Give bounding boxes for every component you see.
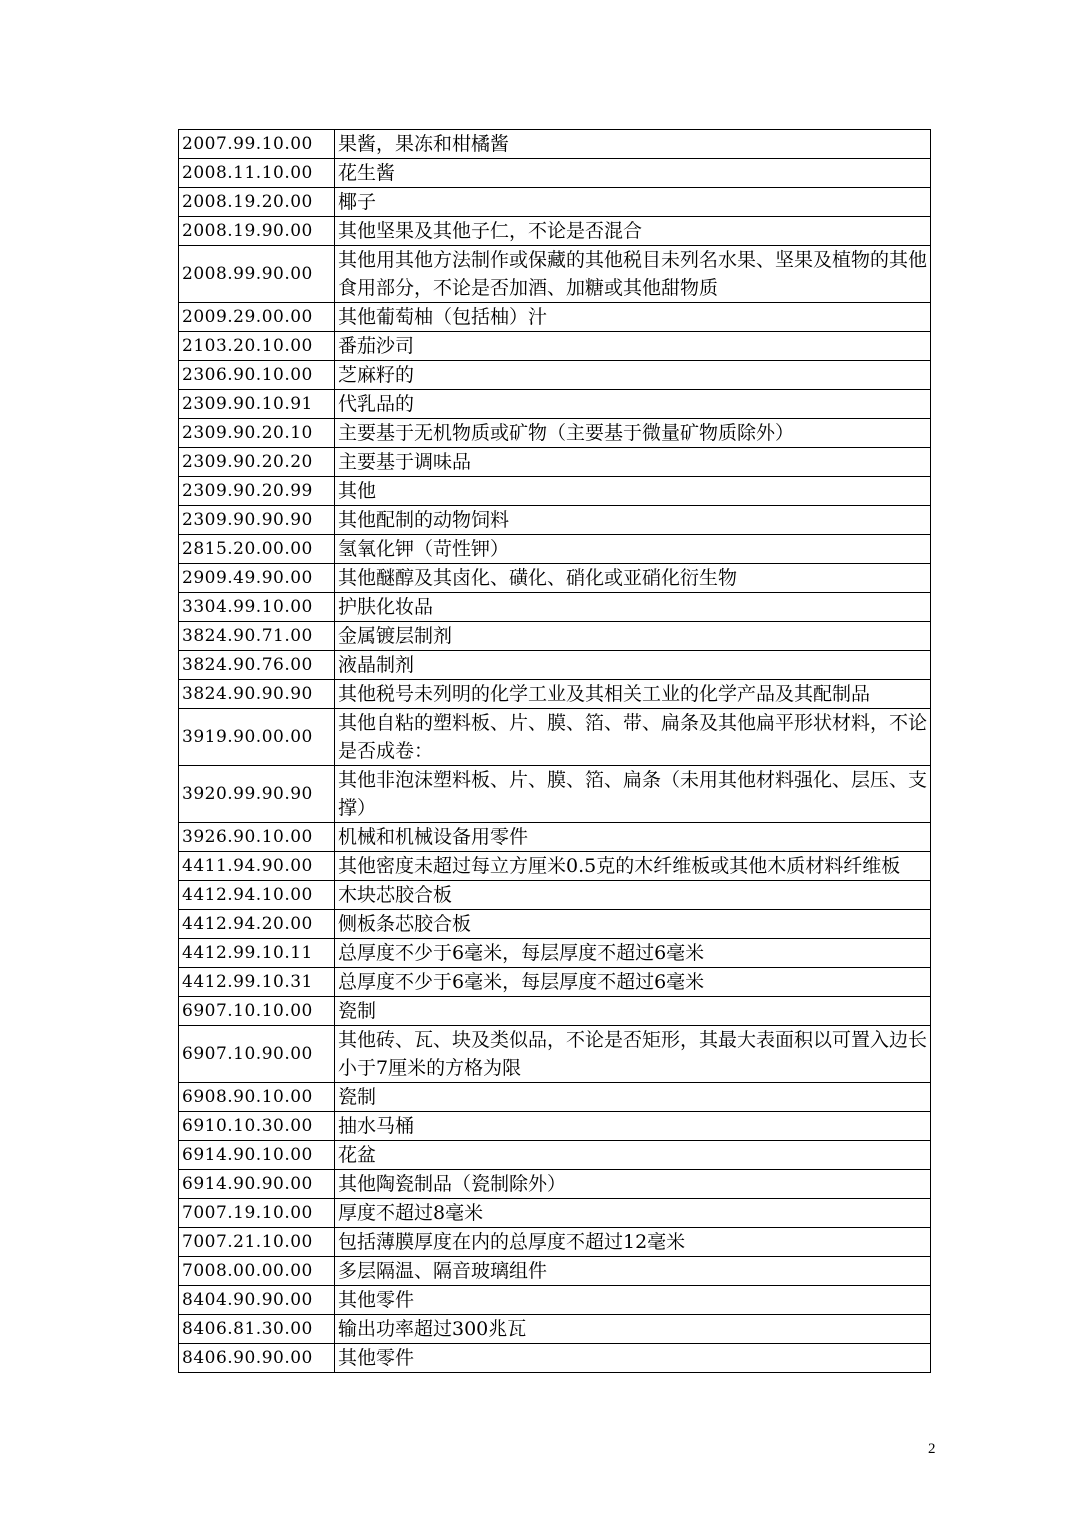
table-row xyxy=(179,823,931,852)
tariff-code-cell: 2008.99.90.00 xyxy=(179,246,335,303)
table-row xyxy=(179,622,931,651)
table-row xyxy=(179,968,931,997)
description-cell: 输出功率超过300兆瓦 xyxy=(335,1315,931,1344)
table-row xyxy=(179,130,931,159)
tariff-code-cell: 2306.90.10.00 xyxy=(179,361,335,390)
description-cell: 芝麻籽的 xyxy=(335,361,931,390)
description-cell: 其他配制的动物饲料 xyxy=(335,506,931,535)
tariff-code-cell: 4412.94.20.00 xyxy=(179,910,335,939)
tariff-code-cell: 2309.90.20.10 xyxy=(179,419,335,448)
description-cell: 总厚度不少于6毫米，每层厚度不超过6毫米 xyxy=(335,939,931,968)
tariff-code-cell: 4411.94.90.00 xyxy=(179,852,335,881)
description-cell: 瓷制 xyxy=(335,1083,931,1112)
description-cell: 其他用其他方法制作或保藏的其他税目未列名水果、坚果及植物的其他食用部分，不论是否加酒、加糖或其他甜物质 xyxy=(335,246,931,303)
tariff-code-cell: 2309.90.20.20 xyxy=(179,448,335,477)
table-row xyxy=(179,939,931,968)
table-row xyxy=(179,1083,931,1112)
tariff-code-cell: 4412.94.10.00 xyxy=(179,881,335,910)
table-row xyxy=(179,188,931,217)
tariff-code-cell: 2909.49.90.00 xyxy=(179,564,335,593)
tariff-code-cell: 3824.90.90.90 xyxy=(179,680,335,709)
tariff-code-cell: 4412.99.10.31 xyxy=(179,968,335,997)
table-row xyxy=(179,1112,931,1141)
table-row xyxy=(179,1315,931,1344)
table-row xyxy=(179,477,931,506)
table-row xyxy=(179,680,931,709)
tariff-code-cell: 2309.90.20.99 xyxy=(179,477,335,506)
table-row xyxy=(179,1286,931,1315)
table-row xyxy=(179,564,931,593)
tariff-code-cell: 7008.00.00.00 xyxy=(179,1257,335,1286)
description-cell: 其他坚果及其他子仁，不论是否混合 xyxy=(335,217,931,246)
tariff-code-cell: 3926.90.10.00 xyxy=(179,823,335,852)
description-cell: 果酱，果冻和柑橘酱 xyxy=(335,130,931,159)
description-cell: 其他醚醇及其卤化、磺化、硝化或亚硝化衍生物 xyxy=(335,564,931,593)
description-cell: 其他非泡沫塑料板、片、膜、箔、扁条（未用其他材料强化、层压、支撑） xyxy=(335,766,931,823)
tariff-code-cell: 6907.10.10.00 xyxy=(179,997,335,1026)
table-row xyxy=(179,881,931,910)
tariff-code-cell: 3920.99.90.90 xyxy=(179,766,335,823)
description-cell: 其他 xyxy=(335,477,931,506)
tariff-table xyxy=(178,129,931,1373)
description-cell: 厚度不超过8毫米 xyxy=(335,1199,931,1228)
table-row xyxy=(179,506,931,535)
table-row xyxy=(179,159,931,188)
table-row xyxy=(179,303,931,332)
tariff-code-cell: 6908.90.10.00 xyxy=(179,1083,335,1112)
description-cell: 氢氧化钾（苛性钾） xyxy=(335,535,931,564)
table-row xyxy=(179,390,931,419)
table-row xyxy=(179,593,931,622)
table-row xyxy=(179,651,931,680)
description-cell: 木块芯胶合板 xyxy=(335,881,931,910)
tariff-code-cell: 3824.90.71.00 xyxy=(179,622,335,651)
table-row xyxy=(179,1026,931,1083)
description-cell: 主要基于调味品 xyxy=(335,448,931,477)
description-cell: 其他葡萄柚（包括柚）汁 xyxy=(335,303,931,332)
description-cell: 花生酱 xyxy=(335,159,931,188)
table-row xyxy=(179,1344,931,1373)
tariff-code-cell: 8406.90.90.00 xyxy=(179,1344,335,1373)
description-cell: 包括薄膜厚度在内的总厚度不超过12毫米 xyxy=(335,1228,931,1257)
table-row xyxy=(179,852,931,881)
description-cell: 总厚度不少于6毫米，每层厚度不超过6毫米 xyxy=(335,968,931,997)
tariff-code-cell: 6914.90.10.00 xyxy=(179,1141,335,1170)
tariff-code-cell: 3919.90.00.00 xyxy=(179,709,335,766)
table-row xyxy=(179,1199,931,1228)
description-cell: 其他自粘的塑料板、片、膜、箔、带、扁条及其他扁平形状材料，不论是否成卷： xyxy=(335,709,931,766)
table-row xyxy=(179,419,931,448)
tariff-code-cell: 2008.19.90.00 xyxy=(179,217,335,246)
table-row xyxy=(179,1228,931,1257)
tariff-code-cell: 8404.90.90.00 xyxy=(179,1286,335,1315)
description-cell: 机械和机械设备用零件 xyxy=(335,823,931,852)
tariff-code-cell: 2007.99.10.00 xyxy=(179,130,335,159)
description-cell: 抽水马桶 xyxy=(335,1112,931,1141)
table-row xyxy=(179,997,931,1026)
page-number: 2 xyxy=(928,1441,936,1457)
tariff-code-cell: 6907.10.90.00 xyxy=(179,1026,335,1083)
tariff-table-body xyxy=(179,130,931,1373)
table-row xyxy=(179,217,931,246)
description-cell: 其他陶瓷制品（瓷制除外） xyxy=(335,1170,931,1199)
tariff-code-cell: 3304.99.10.00 xyxy=(179,593,335,622)
tariff-code-cell: 6914.90.90.00 xyxy=(179,1170,335,1199)
table-row xyxy=(179,332,931,361)
description-cell: 花盆 xyxy=(335,1141,931,1170)
description-cell: 代乳品的 xyxy=(335,390,931,419)
table-row xyxy=(179,709,931,766)
description-cell: 其他零件 xyxy=(335,1344,931,1373)
description-cell: 主要基于无机物质或矿物（主要基于微量矿物质除外） xyxy=(335,419,931,448)
tariff-code-cell: 7007.21.10.00 xyxy=(179,1228,335,1257)
description-cell: 液晶制剂 xyxy=(335,651,931,680)
table-row xyxy=(179,535,931,564)
table-row xyxy=(179,1170,931,1199)
tariff-code-cell: 2309.90.90.90 xyxy=(179,506,335,535)
tariff-code-cell: 2103.20.10.00 xyxy=(179,332,335,361)
description-cell: 番茄沙司 xyxy=(335,332,931,361)
tariff-code-cell: 2009.29.00.00 xyxy=(179,303,335,332)
description-cell: 侧板条芯胶合板 xyxy=(335,910,931,939)
description-cell: 其他税号未列明的化学工业及其相关工业的化学产品及其配制品 xyxy=(335,680,931,709)
table-row xyxy=(179,1141,931,1170)
tariff-code-cell: 2008.19.20.00 xyxy=(179,188,335,217)
table-row xyxy=(179,246,931,303)
description-cell: 椰子 xyxy=(335,188,931,217)
tariff-code-cell: 6910.10.30.00 xyxy=(179,1112,335,1141)
table-row xyxy=(179,361,931,390)
table-row xyxy=(179,766,931,823)
description-cell: 其他密度未超过每立方厘米0.5克的木纤维板或其他木质材料纤维板 xyxy=(335,852,931,881)
description-cell: 其他零件 xyxy=(335,1286,931,1315)
table-row xyxy=(179,910,931,939)
table-row xyxy=(179,1257,931,1286)
description-cell: 多层隔温、隔音玻璃组件 xyxy=(335,1257,931,1286)
tariff-code-cell: 7007.19.10.00 xyxy=(179,1199,335,1228)
tariff-code-cell: 2309.90.10.91 xyxy=(179,390,335,419)
tariff-code-cell: 8406.81.30.00 xyxy=(179,1315,335,1344)
description-cell: 护肤化妆品 xyxy=(335,593,931,622)
tariff-code-cell: 2008.11.10.00 xyxy=(179,159,335,188)
table-row xyxy=(179,448,931,477)
tariff-code-cell: 4412.99.10.11 xyxy=(179,939,335,968)
tariff-code-cell: 3824.90.76.00 xyxy=(179,651,335,680)
description-cell: 其他砖、瓦、块及类似品，不论是否矩形，其最大表面积以可置入边长小于7厘米的方格为限 xyxy=(335,1026,931,1083)
description-cell: 瓷制 xyxy=(335,997,931,1026)
description-cell: 金属镀层制剂 xyxy=(335,622,931,651)
tariff-code-cell: 2815.20.00.00 xyxy=(179,535,335,564)
